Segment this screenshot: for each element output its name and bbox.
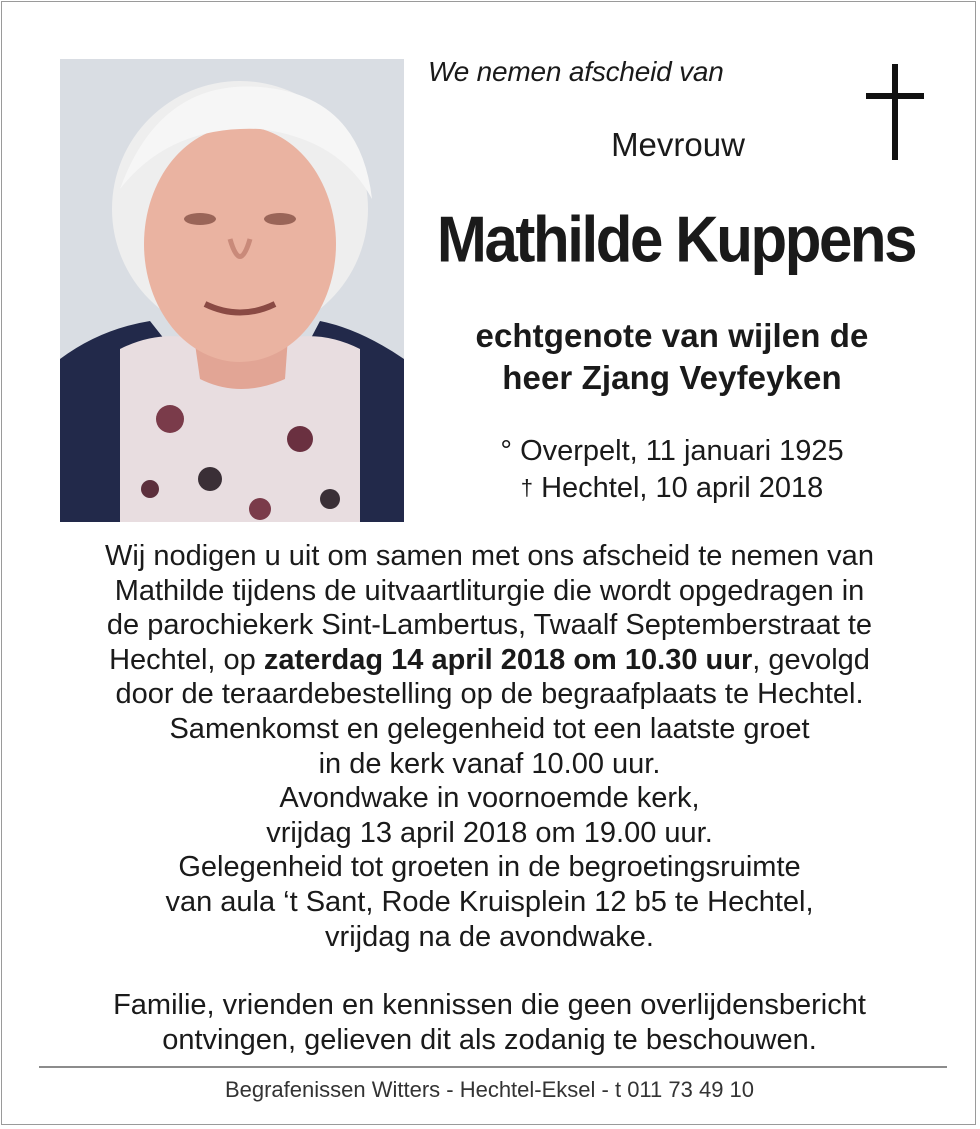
deceased-name: Mathilde Kuppens [436, 203, 916, 276]
closing-line: Familie, vrienden en kennissen die geen overlijdensbericht [113, 989, 866, 1021]
birth-line [422, 433, 922, 470]
funeral-datetime: zaterdag 14 april 2018 om 10.30 uur [263, 643, 753, 676]
invitation-line: in de kerk vanaf 10.00 uur. [318, 747, 661, 780]
spouse-line-1: echtgenote van wijlen de [475, 317, 869, 354]
invitation-text-post: , gevolgd [752, 643, 870, 676]
death-cross-icon: † [520, 475, 534, 500]
death-text: Hechtel, 10 april 2018 [541, 472, 824, 504]
death-line [422, 470, 922, 508]
life-dates [422, 433, 922, 508]
divider [39, 1066, 947, 1068]
invitation-line: vrijdag na de avondwake. [325, 920, 654, 953]
invitation-line: van aula ‘t Sant, Rode Kruisplein 12 b5 te Hechtel, [165, 885, 814, 918]
closing-line: ontvingen, gelieven dit als zodanig te beschouwen. [162, 1023, 817, 1056]
portrait-photo [60, 59, 404, 522]
invitation-line: vrijdag 13 april 2018 om 19.00 uur. [266, 816, 713, 849]
closing-text [22, 988, 957, 1057]
invitation-text-pre: Hechtel, op [109, 643, 264, 676]
death-notice-card [1, 1, 976, 1125]
invitation-line [22, 643, 957, 678]
invitation-line: de parochiekerk Sint-Lambertus, Twaalf Septemberstraat te [106, 609, 873, 642]
honorific-text: Mevrouw [611, 126, 745, 163]
honorific [422, 126, 922, 164]
spouse-info [422, 315, 922, 399]
funeral-home-footer: Begrafenissen Witters - Hechtel-Eksel - t 011 73 49 10 [224, 1077, 755, 1102]
invitation-line: Gelegenheid tot groeten in de begroetingsruimte [178, 851, 801, 884]
invitation-line: door de teraardebestelling op de begraafplaats te Hechtel. [115, 678, 864, 711]
intro-text: We nemen afscheid van [428, 56, 724, 87]
invitation-text [22, 539, 957, 954]
invitation-line: Avondwake in voornoemde kerk, [279, 782, 700, 815]
invitation-line: Mathilde tijdens de uitvaartliturgie die wordt opgedragen in [114, 574, 865, 607]
spouse-line-2: heer Zjang Veyfeyken [502, 359, 842, 396]
invitation-line: Samenkomst en gelegenheid tot een laatste groet [169, 712, 810, 745]
invitation-line: Wij nodigen u uit om samen met ons afscheid te nemen van [105, 540, 874, 572]
birth-symbol: ° [500, 435, 513, 467]
birth-text: Overpelt, 11 januari 1925 [520, 435, 844, 467]
